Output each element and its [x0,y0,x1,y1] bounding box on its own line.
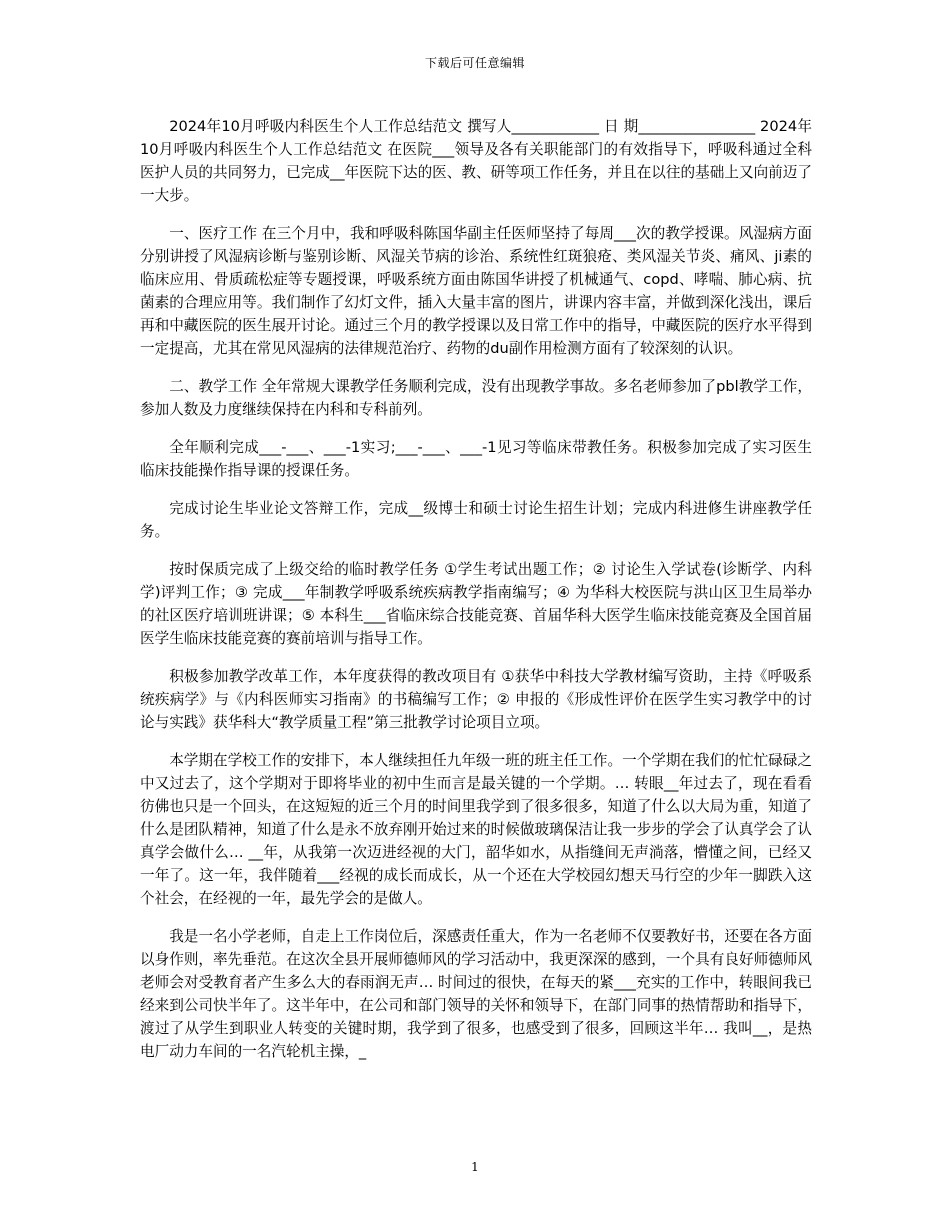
paragraph-clinical-teaching: 全年顺利完成___-___、___-1实习;___-___、___-1见习等临床带教任务。积极参加完成了实习医生临床技能操作指导课的授课任务。 [140,439,812,479]
paragraph-teaching-work: 二、教学工作 全年常规大课教学任务顺利完成，没有出现教学事故。多名老师参加了pbl教学工作，参加人数及力度继续保持在内科和专科前列。 [140,378,812,418]
document-body [140,115,812,1078]
paragraph-thesis-defense: 完成讨论生毕业论文答辩工作，完成__级博士和硕士讨论生招生计划；完成内科进修生讲座教学任务。 [140,500,812,540]
page-number: 1 [471,1160,479,1174]
paragraph-primary-teacher: 我是一名小学老师，自走上工作岗位后，深感责任重大，作为一名老师不仅要教好书，还要在各方面以身作则，率先垂范。在这次全县开展师德师风的学习活动中，我更深深的感到，一个具有良好师德师风老师会对受教育者产生多么大的春雨润无声… 时间过的很快，在每天的紧___充实的工作中，转眼间我已经来到公司快半年了。这半年中，在公司和部门领导的关怀和领导下，在部门同事的热情帮助和指导下，渡过了从学生到职业人转变的关键时期，我学到了很多，也感受到了很多，回顾这半年… 我叫__，是热电厂动力车间的一名汽轮机主操，_ [140,928,812,1060]
paragraph-temporary-tasks: 按时保质完成了上级交给的临时教学任务 ①学生考试出题工作；② 讨论生入学试卷(诊断学、内科学)评判工作；③ 完成___年制教学呼吸系统疾病教学指南编写；④ 为华科大校医院与洪山区卫生局举办的社区医疗培训班讲课；⑤ 本科生___省临床综合技能竞赛、首届华科大医学生临床技能竞赛及全国首届医学生临床技能竞赛的赛前培训与指导工作。 [140,561,812,647]
paragraph-title-intro: 2024年10月呼吸内科医生个人工作总结范文 撰写人____________ 日 期________________ 2024年10月呼吸内科医生个人工作总结范文 在医院___领导及各有关职能部门的有效指导下，呼吸科通过全科医护人员的共同努力，已完成__年医院下达的医、教、研等项工作任务，并且在以往的基础上又向前迈了一大步。 [140,118,812,204]
paragraph-medical-work: 一、医疗工作 在三个月中，我和呼吸科陈国华副主任医师坚持了每周___次的教学授课。风湿病方面分别讲授了风湿病诊断与鉴别诊断、风湿关节病的诊治、系统性红斑狼疮、类风湿关节炎、痛风、ji素的临床应用、骨质疏松症等专题授课，呼吸系统方面由陈国华讲授了机械通气、copd、哮喘、肺心病、抗菌素的合理应用等。我们制作了幻灯文件，插入大量丰富的图片，讲课内容丰富，并做到深化浅出，课后再和中藏医院的医生展开讨论。通过三个月的教学授课以及日常工作中的指导，中藏医院的医疗水平得到一定提高，尤其在常见风湿病的法律规范治疗、药物的du副作用检测方面有了较深刻的认识。 [140,225,812,357]
paragraph-teaching-reform: 积极参加教学改革工作，本年度获得的教改项目有 ①获华中科技大学教材编写资助，主持《呼吸系统疾病学》与《内科医师实习指南》的书稿编写工作；② 申报的《形成性评价在医学生实习教学中的讨论与实践》获华科大“教学质量工程”第三批教学讨论项目立项。 [140,668,812,731]
page-header: 下载后可任意编辑 [424,56,525,70]
paragraph-class-teacher: 本学期在学校工作的安排下，本人继续担任九年级一班的班主任工作。一个学期在我们的忙忙碌碌之中又过去了，这个学期对于即将毕业的初中生而言是最关键的一个学期。… 转眼__年过去了，现在看看彷佛也只是一个回头，在这短短的近三个月的时间里我学到了很多很多，知道了什么以大局为重，知道了什么是团队精神，知道了什么是永不放弃刚开始过来的时候做玻璃保洁让我一步步的学会了认真学会了认真学会做什么… __年，从我第一次迈进经视的大门，韶华如水，从指缝间无声淌落，懵懂之间，已经又一年了。这一年，我伴随着___经视的成长而成长，从一个还在大学校园幻想天马行空的少年一脚跌入这个社会，在经视的一年，最先学会的是做人。 [140,752,812,907]
